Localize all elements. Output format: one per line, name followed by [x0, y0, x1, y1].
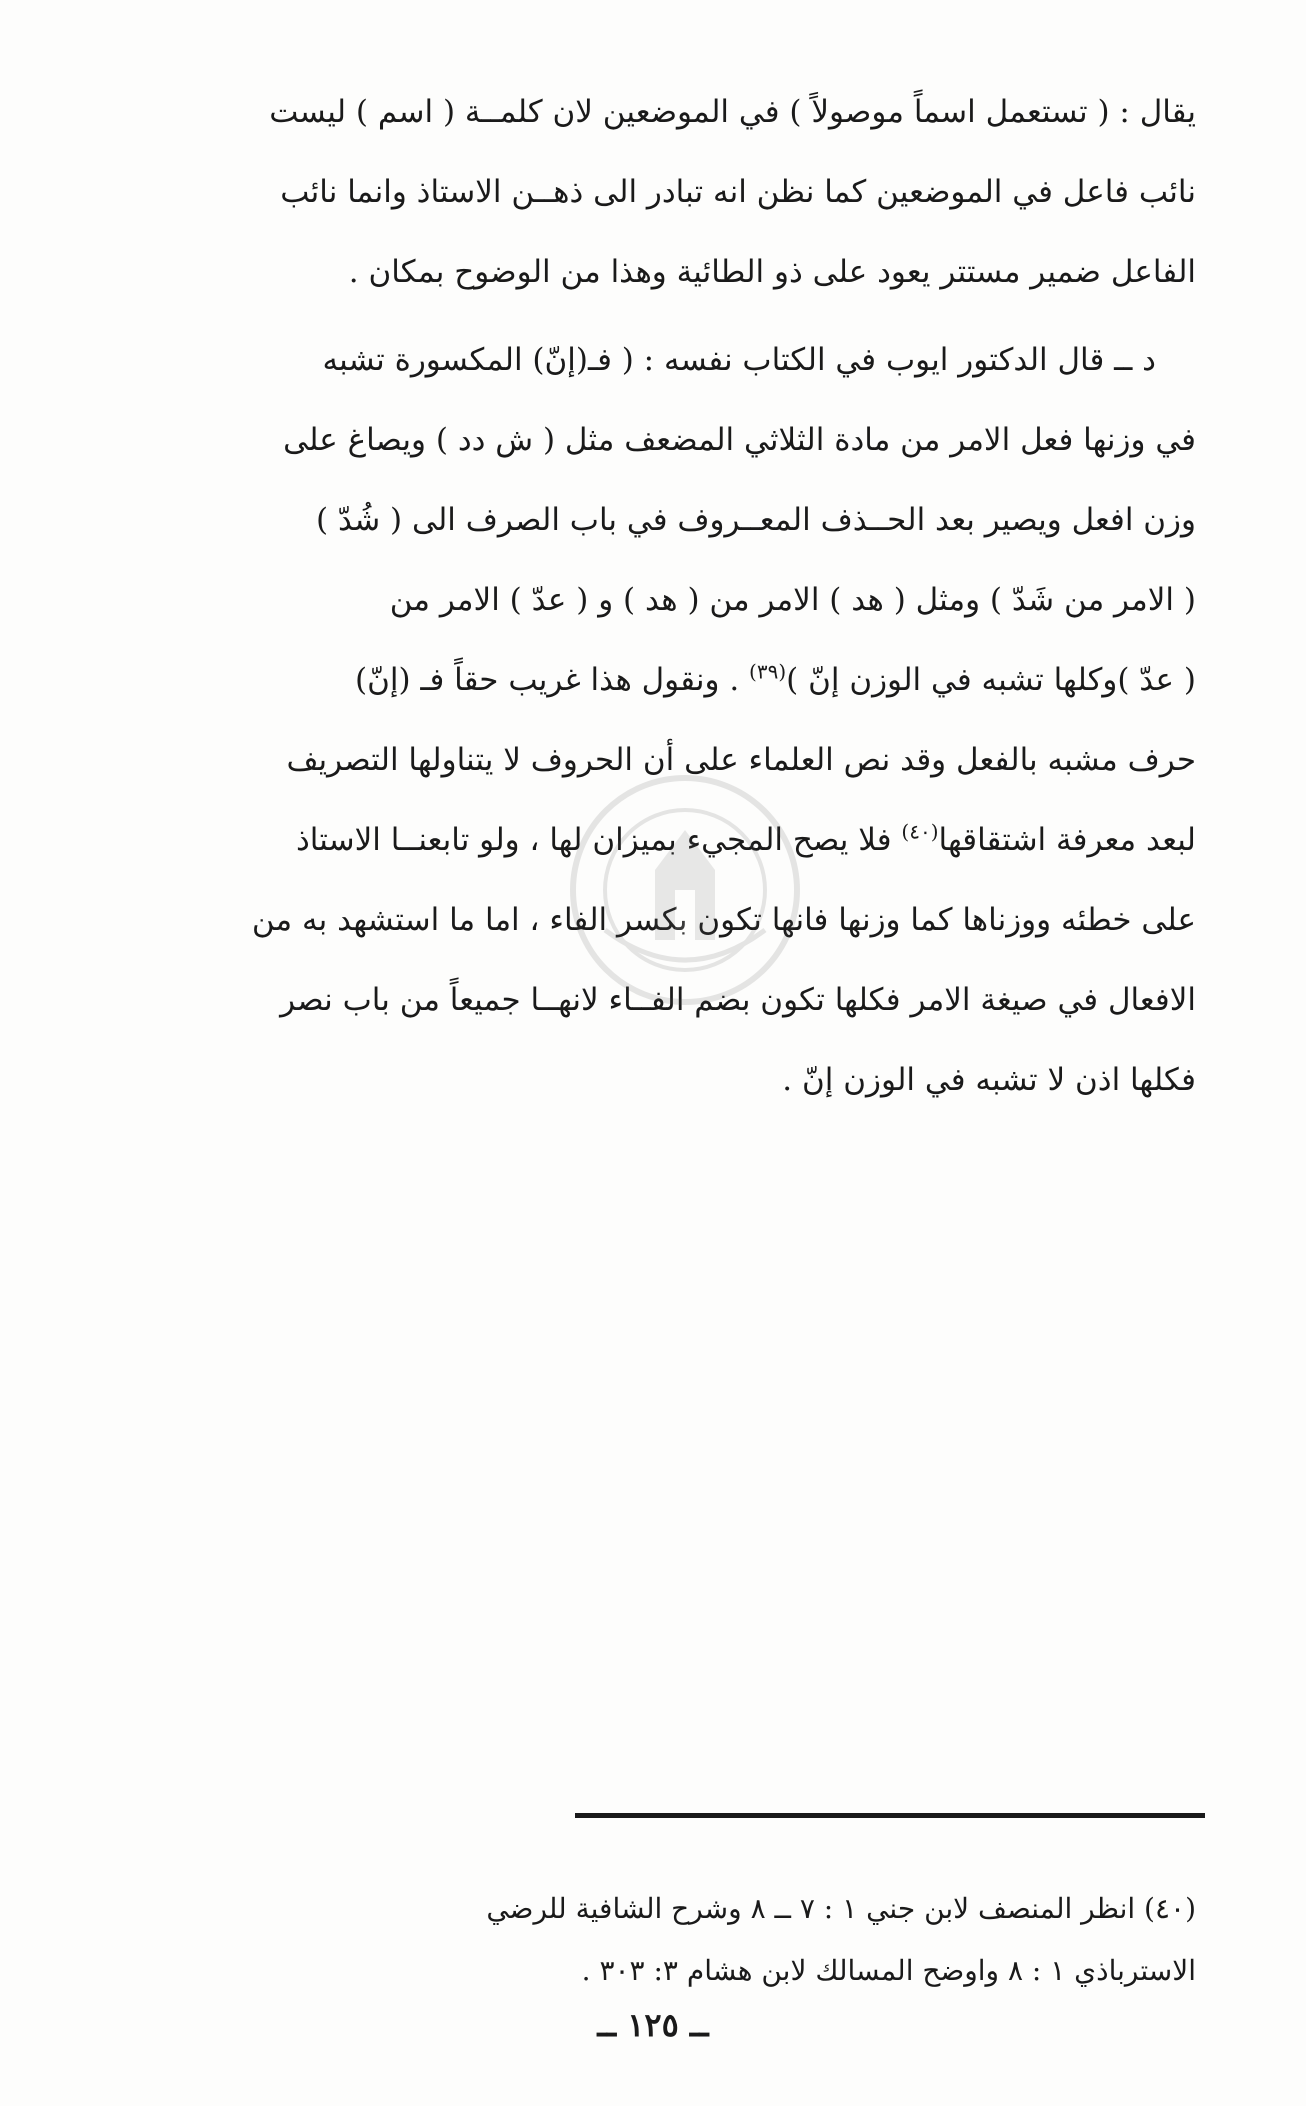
footnote-line: (٤٠) انظر المنصف لابن جني ١ : ٧ ــ ٨ وشرح الشافية للرضي	[486, 1892, 1196, 1925]
text-line: وزن افعل ويصير بعد الحــذف المعــروف في باب الصرف الى ( شُدّ )	[316, 502, 1196, 538]
text-segment: فلا يصح المجيء بميزان لها ، ولو تابعنــا الاستاذ	[295, 822, 902, 858]
text-segment: . ونقول هذا غريب حقاً فـ (إنّ)	[355, 662, 750, 698]
footnotes	[110, 1878, 1196, 2002]
text-line: الفاعل ضمير مستتر يعود على ذو الطائية وهذا من الوضوح بمكان .	[348, 254, 1196, 290]
text-segment: لبعد معرفة اشتقاقها	[938, 822, 1196, 858]
text-line: الافعال في صيغة الامر فكلها تكون بضم الفــاء لانهــا جميعاً من باب نصر	[280, 982, 1196, 1018]
footnote-divider	[575, 1813, 1205, 1818]
text-line: على خطئه ووزناها كما وزنها فانها تكون بكسر الفاء ، اما ما استشهد به من	[251, 902, 1196, 938]
text-line	[110, 640, 1196, 720]
text-line: فكلها اذن لا تشبه في الوزن إنّ .	[782, 1062, 1196, 1098]
footnote-ref-40: (٤٠)	[901, 819, 939, 844]
text-line: حرف مشبه بالفعل وقد نص العلماء على أن الحروف لا يتناولها التصريف	[286, 742, 1196, 778]
text-line: في وزنها فعل الامر من مادة الثلاثي المضعف مثل ( ش دد ) ويصاغ على	[283, 422, 1196, 458]
text-line: نائب فاعل في الموضعين كما نظن انه تبادر الى ذهــن الاستاذ وانما نائب	[280, 174, 1196, 210]
text-line: د ــ قال الدكتور ايوب في الكتاب نفسه : ( فـ(إنّ) المكسورة تشبه	[322, 342, 1156, 378]
text-segment: ( عدّ )وكلها تشبه في الوزن إنّ )	[786, 662, 1196, 698]
text-line: يقال : ( تستعمل اسماً موصولاً ) في الموضعين لان كلمــة ( اسم ) ليست	[269, 94, 1196, 130]
footnote-line: الاسترباذي ١ : ٨ واوضح المسالك لابن هشام ٣: ٣٠٣ .	[581, 1954, 1196, 1987]
text-line: ( الامر من شَدّ ) ومثل ( هد ) الامر من ( هد ) و ( عدّ ) الامر من	[389, 582, 1196, 618]
library-seal-icon	[565, 770, 805, 1010]
page-number: ــ ١٢٥ ــ	[597, 2006, 709, 2044]
footnote-ref-39: (٣٩)	[749, 659, 787, 684]
